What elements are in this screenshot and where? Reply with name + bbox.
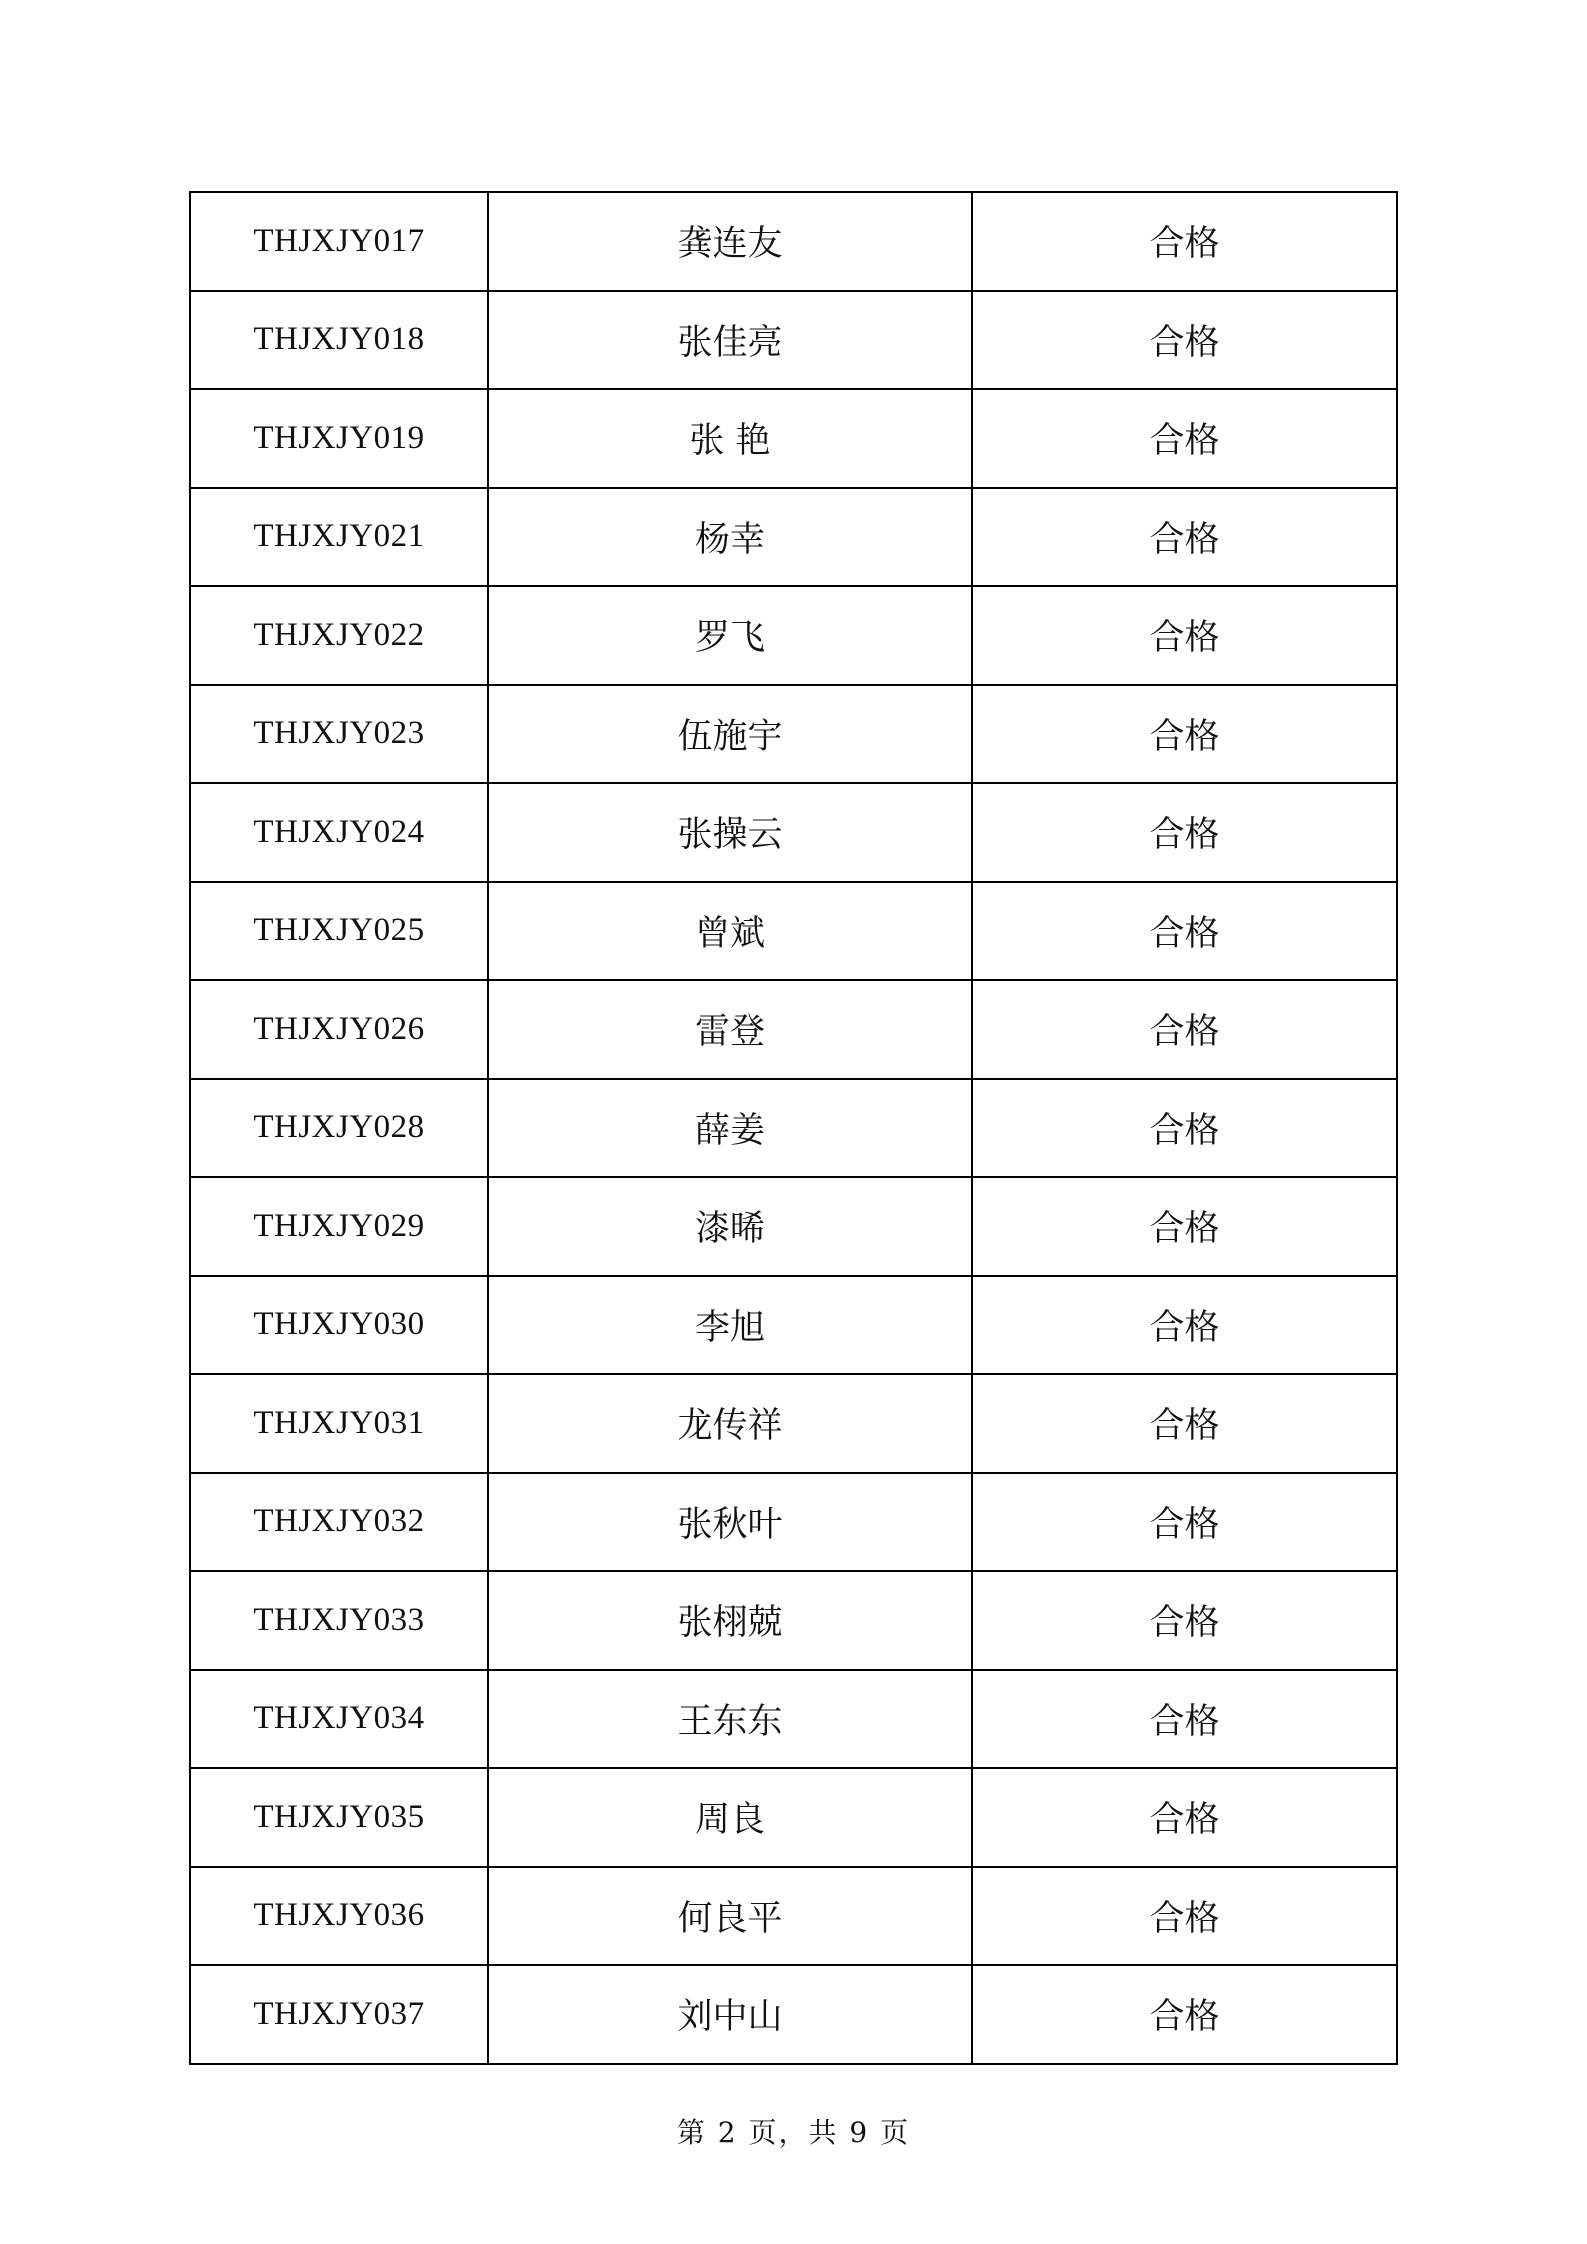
table-row: [190, 980, 1397, 1079]
candidate-name-cell: 伍施宇: [488, 685, 972, 784]
candidate-id-cell: THJXJY033: [190, 1571, 488, 1670]
candidate-name-cell: 漆晞: [488, 1177, 972, 1276]
candidate-name-cell: 李旭: [488, 1276, 972, 1375]
table-row: [190, 586, 1397, 685]
result-status-cell: 合格: [972, 1473, 1397, 1572]
result-status-cell: 合格: [972, 1768, 1397, 1867]
result-status-cell: 合格: [972, 1867, 1397, 1966]
candidate-id-cell: THJXJY031: [190, 1374, 488, 1473]
table-row: [190, 1768, 1397, 1867]
candidate-id-cell: THJXJY022: [190, 586, 488, 685]
table-row: [190, 291, 1397, 390]
candidate-name-cell: 张 艳: [488, 389, 972, 488]
result-status-cell: 合格: [972, 488, 1397, 587]
result-status-cell: 合格: [972, 882, 1397, 981]
result-status-cell: 合格: [972, 389, 1397, 488]
result-status-cell: 合格: [972, 1079, 1397, 1178]
result-status-cell: 合格: [972, 1177, 1397, 1276]
candidate-id-cell: THJXJY023: [190, 685, 488, 784]
candidate-name-cell: 薛姜: [488, 1079, 972, 1178]
candidate-name-cell: 杨幸: [488, 488, 972, 587]
candidate-id-cell: THJXJY028: [190, 1079, 488, 1178]
candidate-id-cell: THJXJY034: [190, 1670, 488, 1769]
candidate-id-cell: THJXJY026: [190, 980, 488, 1079]
candidate-name-cell: 龙传祥: [488, 1374, 972, 1473]
table-row: [190, 783, 1397, 882]
table-row: [190, 1276, 1397, 1375]
table-row: [190, 488, 1397, 587]
results-table-body: [190, 192, 1397, 2064]
candidate-id-cell: THJXJY021: [190, 488, 488, 587]
candidate-name-cell: 王东东: [488, 1670, 972, 1769]
candidate-id-cell: THJXJY019: [190, 389, 488, 488]
result-status-cell: 合格: [972, 685, 1397, 784]
table-row: [190, 1079, 1397, 1178]
table-row: [190, 1670, 1397, 1769]
table-row: [190, 1374, 1397, 1473]
table-row: [190, 685, 1397, 784]
candidate-name-cell: 周良: [488, 1768, 972, 1867]
result-status-cell: 合格: [972, 1276, 1397, 1375]
candidate-id-cell: THJXJY036: [190, 1867, 488, 1966]
table-row: [190, 1867, 1397, 1966]
result-status-cell: 合格: [972, 586, 1397, 685]
table-row: [190, 1571, 1397, 1670]
candidate-name-cell: 张佳亮: [488, 291, 972, 390]
candidate-name-cell: 刘中山: [488, 1965, 972, 2064]
candidate-name-cell: 张栩兢: [488, 1571, 972, 1670]
table-row: [190, 882, 1397, 981]
table-row: [190, 192, 1397, 291]
candidate-name-cell: 张秋叶: [488, 1473, 972, 1572]
candidate-id-cell: THJXJY025: [190, 882, 488, 981]
result-status-cell: 合格: [972, 1571, 1397, 1670]
result-status-cell: 合格: [972, 291, 1397, 390]
candidate-id-cell: THJXJY024: [190, 783, 488, 882]
candidate-name-cell: 曾斌: [488, 882, 972, 981]
candidate-id-cell: THJXJY018: [190, 291, 488, 390]
page-number-footer: 第 2 页，共 9 页: [676, 2116, 911, 2149]
candidate-id-cell: THJXJY029: [190, 1177, 488, 1276]
candidate-id-cell: THJXJY017: [190, 192, 488, 291]
candidate-name-cell: 龚连友: [488, 192, 972, 291]
candidate-id-cell: THJXJY032: [190, 1473, 488, 1572]
result-status-cell: 合格: [972, 192, 1397, 291]
result-status-cell: 合格: [972, 1965, 1397, 2064]
candidate-id-cell: THJXJY035: [190, 1768, 488, 1867]
table-row: [190, 1965, 1397, 2064]
candidate-name-cell: 张操云: [488, 783, 972, 882]
table-row: [190, 1473, 1397, 1572]
table-row: [190, 389, 1397, 488]
results-table: [189, 191, 1398, 2065]
candidate-name-cell: 雷登: [488, 980, 972, 1079]
candidate-name-cell: 罗飞: [488, 586, 972, 685]
candidate-id-cell: THJXJY030: [190, 1276, 488, 1375]
result-status-cell: 合格: [972, 1670, 1397, 1769]
candidate-name-cell: 何良平: [488, 1867, 972, 1966]
table-row: [190, 1177, 1397, 1276]
candidate-id-cell: THJXJY037: [190, 1965, 488, 2064]
result-status-cell: 合格: [972, 783, 1397, 882]
result-status-cell: 合格: [972, 1374, 1397, 1473]
result-status-cell: 合格: [972, 980, 1397, 1079]
